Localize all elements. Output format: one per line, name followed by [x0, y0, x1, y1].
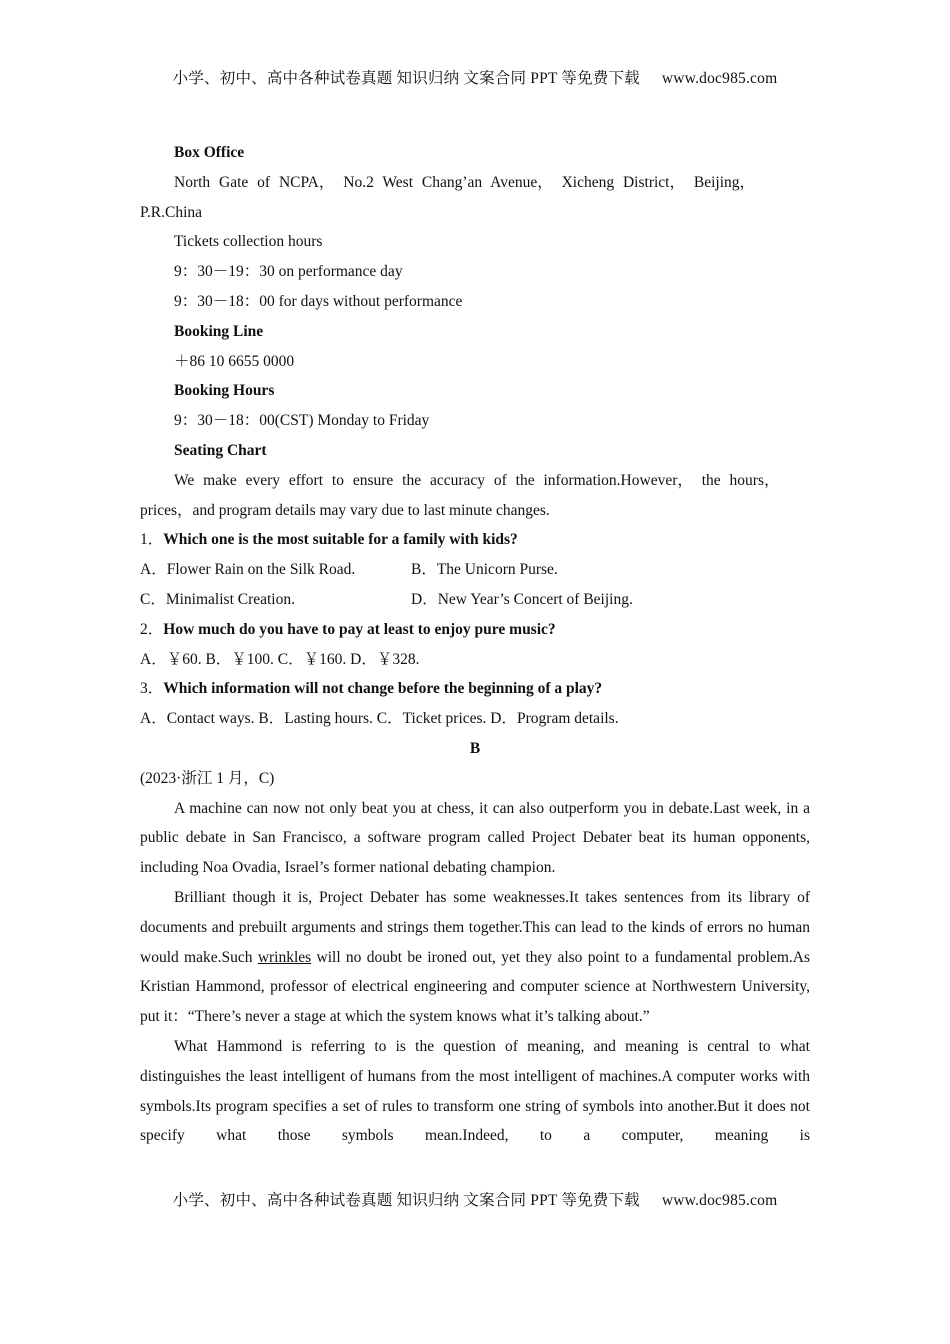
box-office-address-line1: North Gate of NCPA， No.2 West Chang’an Avenue， Xicheng District， Beijing，: [174, 173, 755, 191]
booking-hours-value: 9：30－18：00(CST) Monday to Friday: [174, 412, 430, 430]
hours-no-performance: 9：30－18：00 for days without performance: [174, 292, 463, 310]
header-url[interactable]: www.doc985.com: [661, 70, 778, 87]
paragraph-1: A machine can now not only beat you at chess, it can also outperform you in debate.Last week, in a public debate in San Francisco, a software program called Project Debater beat its human opponents, including Noa Ovadia, Israel’s former national debating champion.: [140, 799, 810, 877]
footer-text: 小学、初中、高中各种试卷真题 知识归纳 文案合同 PPT 等免费下载: [172, 1192, 640, 1209]
box-office-address-line2: P.R.China: [140, 203, 203, 221]
hours-performance-day: 9：30－19：30 on performance day: [174, 263, 403, 281]
booking-hours-heading: Booking Hours: [174, 382, 275, 400]
question-3: [140, 674, 810, 704]
question-text: How much do you have to pay at least to enjoy pure music?: [163, 620, 556, 638]
seating-note-line1: We make every effort to ensure the accuracy of the information.However， the hours，: [174, 471, 780, 489]
seating-note-line2: prices，and program details may vary due to last minute changes.: [140, 501, 550, 519]
footer-url[interactable]: www.doc985.com: [661, 1192, 778, 1209]
question-1: [140, 525, 810, 555]
question-2: [140, 615, 810, 645]
option-c[interactable]: C．Minimalist Creation.: [140, 590, 295, 608]
page-footer: [0, 1188, 950, 1210]
section-b-label: B: [469, 739, 481, 757]
option-b[interactable]: B．The Unicorn Purse.: [411, 561, 558, 579]
document-body: [140, 138, 810, 1151]
collection-label: Tickets collection hours: [174, 233, 323, 251]
paragraph-2-part1: Brilliant though it is, Project Debater has some weaknesses.It takes sentences from its library of documents and prebuilt arguments and strings them together.This can lead to the kinds of errors no human would make.Such: [140, 888, 810, 966]
question-number: 2．: [140, 620, 164, 638]
paragraph-3: What Hammond is referring to is the question of meaning, and meaning is central to what distinguishes the least intelligent of humans from the most intelligent of machines.A computer works with symbols.Its program specifies a set of rules to transform one string of symbols into another.But it does not specify what those symbols mean.Indeed, to a computer, meaning is: [140, 1037, 810, 1145]
question-1-options-row2: [140, 585, 810, 615]
underlined-word: wrinkles: [257, 948, 312, 966]
option-d[interactable]: D．New Year’s Concert of Beijing.: [411, 590, 633, 608]
box-office-heading: Box Office: [174, 144, 245, 161]
paragraph-2-part2: will no doubt be ironed out, yet they also point to a fundamental problem.As Kristian Hammond, professor of electrical engineering and computer science at Northwestern University, put it：“There’s never a stage at which the system knows what it’s talking about.”: [140, 948, 810, 1026]
question-2-options[interactable]: A．￥60. B．￥100. C．￥160. D．￥328.: [140, 650, 420, 668]
seating-chart-heading: Seating Chart: [174, 441, 267, 459]
booking-phone: ＋86 10 6655 0000: [174, 352, 295, 370]
page-header: [0, 66, 950, 88]
option-a[interactable]: A．Flower Rain on the Silk Road.: [140, 561, 356, 579]
question-number: 3．: [140, 680, 164, 698]
question-text: Which information will not change before the beginning of a play?: [163, 680, 603, 698]
section-b-source: (2023·浙江 1 月，C): [140, 769, 275, 787]
question-3-options[interactable]: A．Contact ways. B．Lasting hours. C．Ticket prices. D．Program details.: [140, 710, 619, 728]
question-1-options-row1: [140, 555, 810, 585]
header-text: 小学、初中、高中各种试卷真题 知识归纳 文案合同 PPT 等免费下载: [172, 70, 640, 87]
paragraph-2: [140, 883, 810, 1032]
booking-line-heading: Booking Line: [174, 322, 264, 340]
question-number: 1．: [140, 531, 164, 549]
question-text: Which one is the most suitable for a family with kids?: [163, 531, 518, 549]
